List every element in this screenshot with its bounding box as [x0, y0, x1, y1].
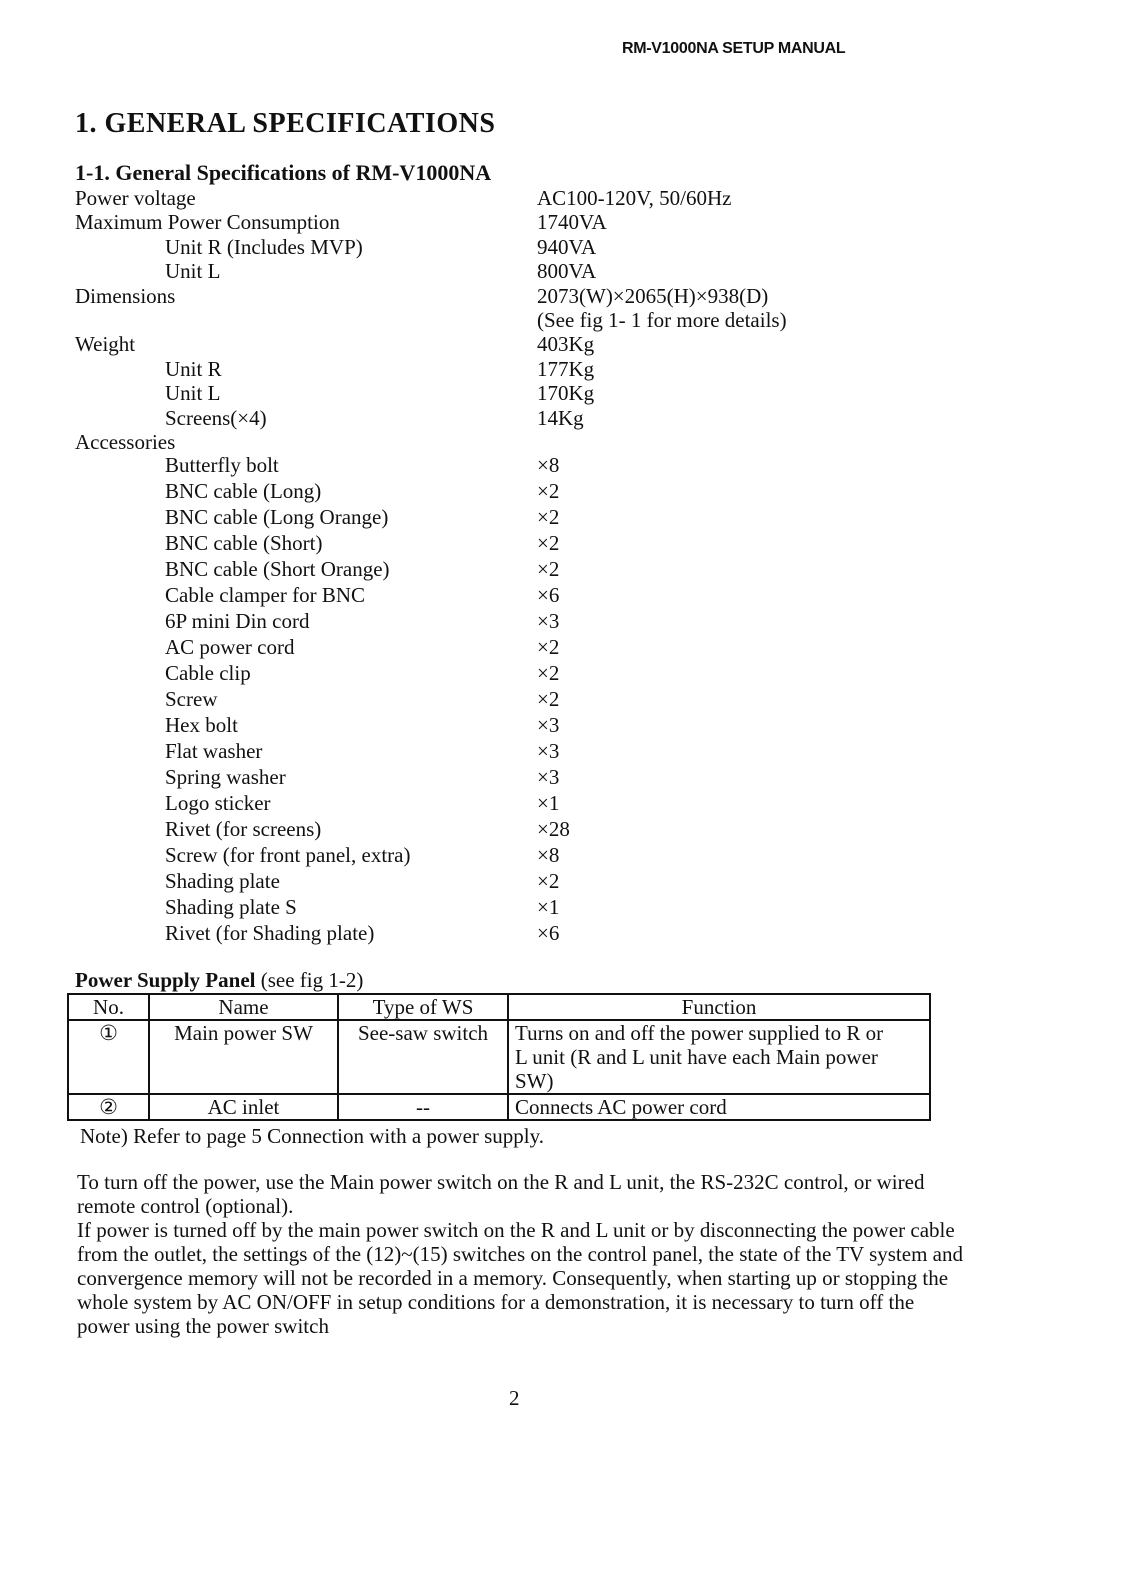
spec-row	[75, 332, 975, 356]
spec-value: AC100-120V, 50/60Hz	[537, 186, 732, 210]
spec-label: Weight	[75, 332, 136, 357]
spec-value: ×8	[537, 843, 560, 867]
spec-value: ×3	[537, 765, 560, 789]
spec-label: BNC cable (Short Orange)	[165, 557, 390, 581]
spec-row	[75, 505, 975, 529]
spec-label: Shading plate S	[165, 895, 297, 919]
spec-label: Unit L	[165, 259, 221, 284]
spec-row	[75, 713, 975, 737]
spec-label: Power voltage	[75, 186, 196, 210]
spec-row	[75, 609, 975, 633]
spec-value: ×2	[537, 531, 560, 555]
spec-value: ×2	[537, 557, 560, 581]
spec-label: Shading plate	[165, 869, 280, 893]
spec-row	[75, 765, 975, 789]
spec-row	[75, 843, 975, 867]
cell-type: See-saw switch	[338, 1020, 508, 1094]
spec-value: 2073(W)×2065(H)×938(D)	[537, 283, 769, 308]
page-number: 2	[509, 1386, 520, 1410]
column-header: Name	[149, 994, 338, 1020]
spec-label: Maximum Power Consumption	[75, 210, 340, 235]
spec-value: ×2	[537, 635, 560, 659]
spec-row	[75, 635, 975, 659]
spec-row	[75, 357, 975, 381]
spec-row	[75, 869, 975, 893]
spec-row	[75, 453, 975, 477]
spec-label: Cable clip	[165, 661, 251, 685]
spec-label: Cable clamper for BNC	[165, 583, 366, 607]
spec-value: 1740VA	[537, 210, 607, 235]
spec-value: ×28	[537, 817, 570, 841]
spec-row	[75, 583, 975, 607]
cell-function: Turns on and off the power supplied to R or L unit (R and L unit have each Main power SW)	[508, 1020, 930, 1094]
spec-label: Accessories	[75, 430, 176, 454]
column-header: No.	[68, 994, 149, 1020]
spec-value: (See fig 1- 1 for more details)	[537, 308, 787, 332]
cell-no: ①	[68, 1020, 149, 1094]
spec-value: 403Kg	[537, 332, 595, 357]
spec-row	[75, 557, 975, 581]
spec-row	[75, 817, 975, 841]
spec-row	[75, 186, 975, 210]
spec-label: 6P mini Din cord	[165, 609, 310, 633]
spec-value: ×6	[537, 921, 560, 945]
spec-value: ×2	[537, 505, 560, 529]
paragraph: If power is turned off by the main power switch on the R and L unit or by disconnecting the power cable from the outlet, the settings of the (12)~(15) switches on the control panel, the state of the TV system and convergence memory will not be recorded in a memory. Consequently, when starting up or stopping the whole system by AC ON/OFF in setup conditions for a demonstration, it is necessary to turn off the power using the power switch	[77, 1218, 963, 1338]
spec-value: 170Kg	[537, 381, 595, 406]
spec-row	[75, 531, 975, 555]
spec-label: AC power cord	[165, 635, 295, 659]
spec-label: Rivet (for screens)	[165, 817, 322, 841]
spec-row	[75, 235, 975, 259]
section-title: 1. GENERAL SPECIFICATIONS	[75, 108, 496, 139]
cell-no: ②	[68, 1094, 149, 1120]
spec-row	[75, 921, 975, 945]
spec-value: ×1	[537, 791, 560, 815]
spec-row	[75, 430, 975, 454]
spec-label: Rivet (for Shading plate)	[165, 921, 375, 945]
spec-value: ×3	[537, 739, 560, 763]
spec-value: 177Kg	[537, 356, 595, 381]
column-header: Function	[508, 994, 930, 1020]
spec-label: Unit R (Includes MVP)	[165, 234, 363, 259]
spec-row	[75, 259, 975, 283]
spec-label: Unit L	[165, 381, 221, 406]
cell-name: AC inlet	[149, 1094, 338, 1120]
spec-value: ×3	[537, 609, 560, 633]
spec-label: Unit R	[165, 356, 222, 381]
spec-label: BNC cable (Long)	[165, 479, 322, 503]
table-header-row	[68, 994, 930, 1020]
spec-row	[75, 406, 975, 430]
running-header: RM-V1000NA SETUP MANUAL	[622, 40, 846, 57]
spec-label: Flat washer	[165, 739, 263, 763]
spec-row	[75, 479, 975, 503]
spec-label: Screw	[165, 687, 218, 711]
spec-value: ×2	[537, 479, 560, 503]
spec-label: Spring washer	[165, 765, 286, 789]
cell-type: --	[338, 1094, 508, 1120]
spec-label: Dimensions	[75, 283, 176, 308]
spec-row	[75, 381, 975, 405]
spec-label: Screens(×4)	[165, 405, 267, 430]
spec-label: Butterfly bolt	[165, 453, 279, 477]
spec-value: 800VA	[537, 259, 597, 284]
column-header: Type of WS	[338, 994, 508, 1020]
table-note: Note) Refer to page 5 Connection with a power supply.	[80, 1124, 545, 1148]
spec-label: Hex bolt	[165, 713, 238, 737]
spec-value: 940VA	[537, 234, 597, 259]
spec-row	[75, 308, 975, 332]
spec-row	[75, 661, 975, 685]
spec-row	[75, 687, 975, 711]
spec-value: ×2	[537, 661, 560, 685]
table-row	[68, 1094, 930, 1120]
power-supply-table	[67, 993, 931, 1121]
power-panel-heading-bold: Power Supply Panel	[75, 968, 256, 992]
cell-function: Connects AC power cord	[508, 1094, 930, 1120]
power-panel-heading	[75, 968, 363, 993]
spec-label: Logo sticker	[165, 791, 271, 815]
spec-row	[75, 284, 975, 308]
spec-value: 14Kg	[537, 405, 584, 430]
subsection-title: 1-1. General Specifications of RM-V1000NA	[75, 160, 492, 185]
power-panel-heading-ref: (see fig 1-2)	[260, 968, 364, 992]
spec-label: Screw (for front panel, extra)	[165, 843, 411, 867]
spec-row	[75, 739, 975, 763]
table-row	[68, 1020, 930, 1094]
spec-label: BNC cable (Long Orange)	[165, 505, 389, 529]
body-text	[77, 1170, 967, 1338]
spec-row	[75, 895, 975, 919]
spec-label: BNC cable (Short)	[165, 531, 323, 555]
cell-name: Main power SW	[149, 1020, 338, 1094]
spec-value: ×1	[537, 895, 560, 919]
spec-value: ×3	[537, 713, 560, 737]
spec-row	[75, 210, 975, 234]
spec-value: ×2	[537, 869, 560, 893]
spec-value: ×2	[537, 687, 560, 711]
spec-value: ×8	[537, 453, 560, 477]
spec-row	[75, 791, 975, 815]
paragraph: To turn off the power, use the Main power switch on the R and L unit, the RS-232C control, or wired remote control (optional).	[77, 1170, 925, 1218]
spec-value: ×6	[537, 583, 560, 607]
